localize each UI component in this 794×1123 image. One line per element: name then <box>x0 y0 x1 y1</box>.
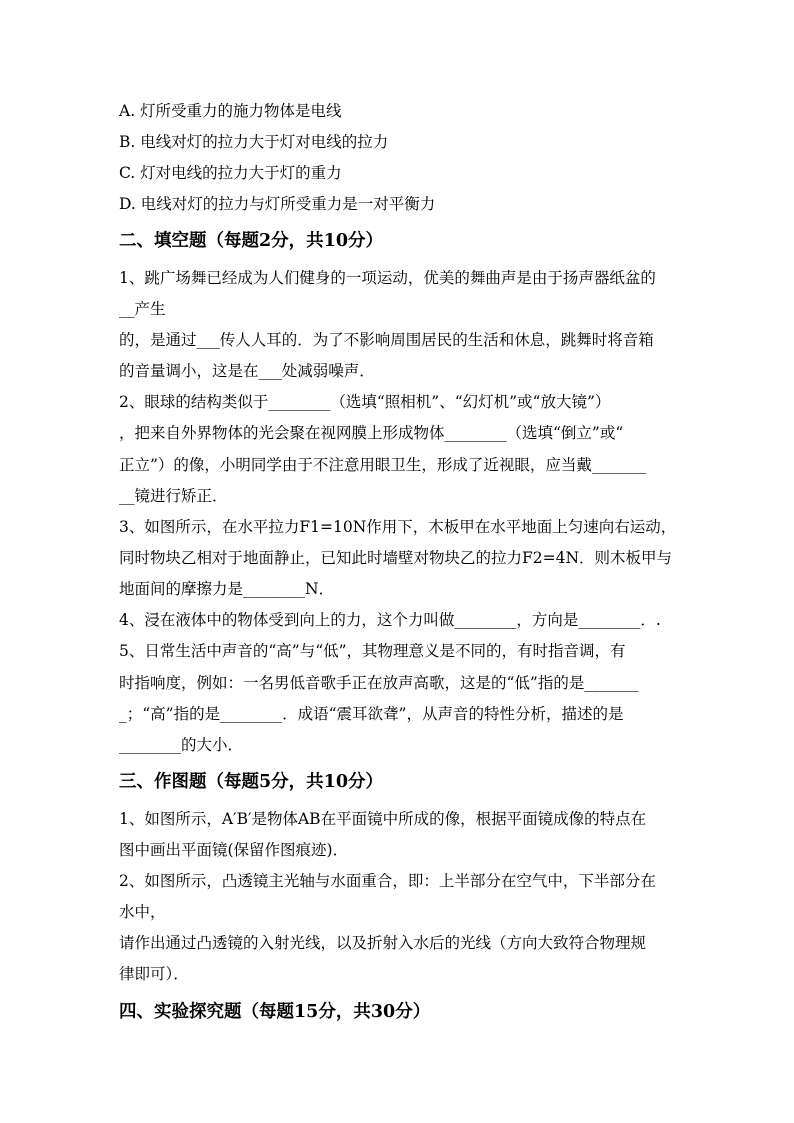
s3-q1-line1: 1、如图所示，A′B′是物体AB在平面镜中所成的像，根据平面镜成像的特点在 <box>119 810 647 828</box>
s2-q3-line2: 同时物块乙相对于地面静止，已知此时墙壁对物块乙的拉力F2=4N．则木板甲与 <box>119 549 673 567</box>
s2-q3-line3: 地面间的摩擦力是________N． <box>119 580 335 598</box>
s2-q1-line4: 的音量调小，这是在___处减弱噪声． <box>119 362 375 380</box>
option-c: C. 灯对电线的拉力大于灯的重力 <box>119 164 342 182</box>
option-a: A. 灯所受重力的施力物体是电线 <box>119 102 342 120</box>
option-d: D. 电线对灯的拉力与灯所受重力是一对平衡力 <box>119 195 436 213</box>
s2-q1-line2: __产生 <box>119 300 166 318</box>
s3-q2-line4: 律即可）． <box>119 965 189 983</box>
s3-q2-line3: 请作出通过凸透镜的入射光线，以及折射入水后的光线（方向大致符合物理规 <box>119 934 647 952</box>
s2-q1-line3: 的，是通过___传人人耳的．为了不影响周围居民的生活和休息，跳舞时将音箱 <box>119 331 654 349</box>
s2-q5-line2: 时指响度，例如：一名男低音歌手正在放声高歌，这是的“低”指的是_______ <box>119 674 639 692</box>
s2-q5-line4: ________的大小． <box>119 736 244 754</box>
s2-q4-line1: 4、浸在液体中的物体受到向上的力，这个力叫做________，方向是________．. <box>119 611 661 629</box>
section2-heading: 二、填空题（每题2分，共10分） <box>119 231 384 251</box>
s3-q2-line1: 2、如图所示，凸透镜主光轴与水面重合，即：上半部分在空气中，下半部分在 <box>119 872 656 890</box>
s3-q1-line2: 图中画出平面镜(保留作图痕迹)． <box>119 841 349 859</box>
s2-q3-line1: 3、如图所示，在水平拉力F1=10N作用下，木板甲在水平地面上匀速向右运动， <box>119 518 677 536</box>
s2-q2-line1: 2、眼球的结构类似于________（选填“照相机”、“幻灯机”或“放大镜”） <box>119 393 611 411</box>
section4-heading: 四、实验探究题（每题15分，共30分） <box>119 1002 431 1022</box>
option-b: B. 电线对灯的拉力大于灯对电线的拉力 <box>119 133 389 151</box>
s2-q2-line3: 正立”）的像，小明同学由于不注意用眼卫生，形成了近视眼，应当戴_______ <box>119 456 647 474</box>
section3-heading: 三、作图题（每题5分，共10分） <box>119 772 384 792</box>
s2-q1-line1: 1、跳广场舞已经成为人们健身的一项运动，优美的舞曲声是由于扬声器纸盆的 <box>119 269 656 287</box>
s2-q5-line1: 5、日常生活中声音的“高”与“低”，其物理意义是不同的，有时指音调，有 <box>119 642 626 660</box>
s2-q2-line2: ，把来自外界物体的光会聚在视网膜上形成物体________（选填“倒立”或“ <box>119 424 624 442</box>
s3-q2-line2: 水中， <box>119 903 166 921</box>
s2-q5-line3: _；“高”指的是________．成语“震耳欲聋”，从声音的特性分析，描述的是 <box>119 705 624 723</box>
s2-q2-line4: __镜进行矫正． <box>119 487 228 505</box>
